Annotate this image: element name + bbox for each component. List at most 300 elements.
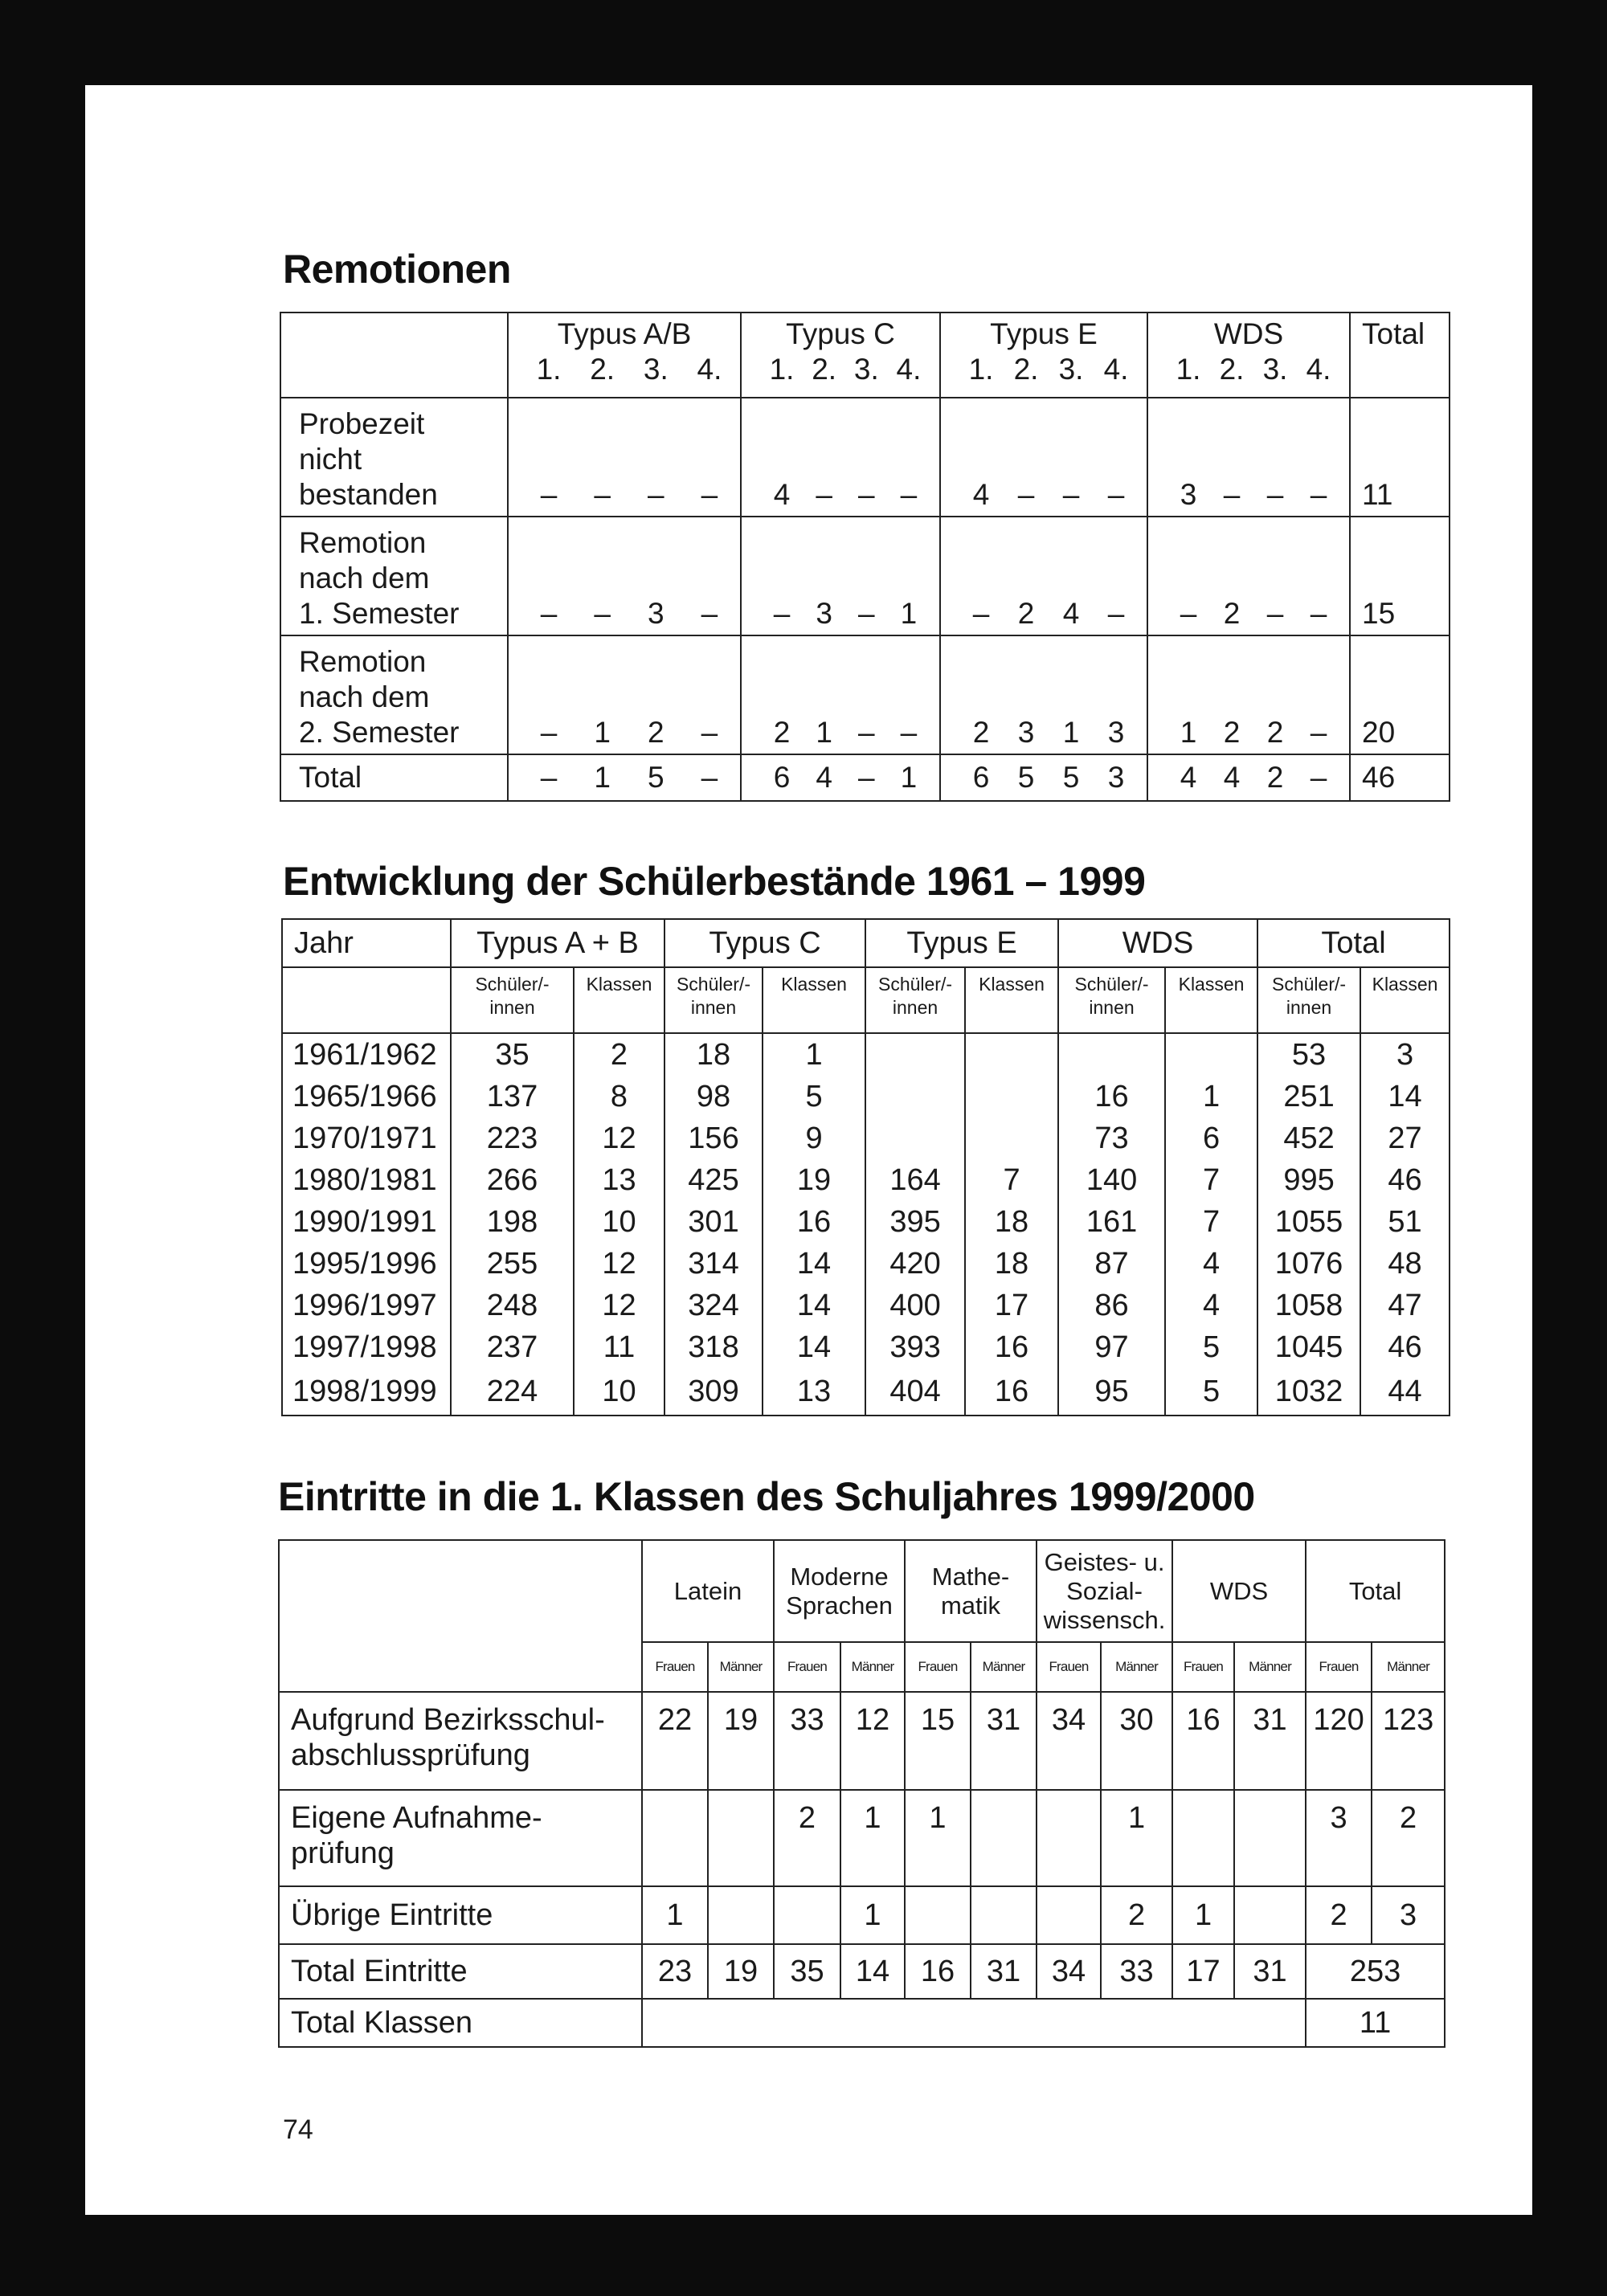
value-cell xyxy=(971,1886,1037,1944)
schuelerbestaende-table xyxy=(281,918,1450,1416)
value-cell: 5 xyxy=(1165,1326,1257,1368)
value-cell xyxy=(965,1076,1058,1117)
total-cell: 11 xyxy=(1306,1999,1445,2047)
sub-header: Männer xyxy=(1372,1642,1445,1692)
semester-values xyxy=(1148,596,1349,631)
value-cell: 17 xyxy=(965,1285,1058,1326)
value-cell: 14 xyxy=(763,1326,865,1368)
semester-values xyxy=(509,596,740,631)
semester-values xyxy=(509,760,740,795)
value: – xyxy=(972,597,990,630)
value-cell: 2 xyxy=(774,1790,840,1886)
value-cell: 13 xyxy=(574,1159,664,1201)
semester-label: 2. xyxy=(590,353,615,386)
value-cell: 27 xyxy=(1360,1117,1450,1159)
subject-header: Latein xyxy=(642,1540,774,1642)
value-cell: 314 xyxy=(664,1243,763,1285)
value: – xyxy=(701,597,718,630)
subject-header: Geistes- u. Sozial- wissensch. xyxy=(1037,1540,1172,1642)
value-cell: 46 xyxy=(1360,1159,1450,1201)
sub-header: Schüler/- innen xyxy=(664,967,763,1033)
value-cell xyxy=(508,398,741,517)
value: – xyxy=(1310,597,1327,630)
value-cell: 35 xyxy=(451,1033,574,1076)
value-cell xyxy=(708,1790,774,1886)
subject-header: WDS xyxy=(1172,1540,1306,1642)
column-header xyxy=(508,313,741,398)
value: 4 xyxy=(816,761,832,794)
value-cell xyxy=(965,1117,1058,1159)
value-cell: 452 xyxy=(1257,1117,1360,1159)
value: 2 xyxy=(1223,716,1241,749)
value: 1 xyxy=(1180,716,1197,749)
value-cell: 17 xyxy=(1172,1944,1234,1999)
section-title-remotionen: Remotionen xyxy=(283,247,511,292)
value-cell: 47 xyxy=(1360,1285,1450,1326)
value-cell: 16 xyxy=(965,1326,1058,1368)
value-cell xyxy=(865,1117,965,1159)
semester-label: 4. xyxy=(697,353,722,386)
sub-header: Männer xyxy=(1234,1642,1306,1692)
value-cell: 164 xyxy=(865,1159,965,1201)
header-row xyxy=(280,313,1450,398)
value-cell: 137 xyxy=(451,1076,574,1117)
column-header-total: Total xyxy=(1350,313,1450,398)
sub-header: Klassen xyxy=(574,967,664,1033)
semester-label: 4. xyxy=(1103,353,1129,386)
value-cell xyxy=(508,635,741,754)
value-cell xyxy=(642,1790,708,1886)
value-cell: 324 xyxy=(664,1285,763,1326)
year-cell: 1961/1962 xyxy=(282,1033,451,1076)
value-cell: 6 xyxy=(1165,1117,1257,1159)
value-cell xyxy=(741,517,940,635)
value-cell: 14 xyxy=(1360,1076,1450,1117)
semester-values xyxy=(941,596,1147,631)
value: – xyxy=(900,478,918,511)
total-cell: 253 xyxy=(1306,1944,1445,1999)
table-row xyxy=(282,1201,1450,1243)
value-cell: 1032 xyxy=(1257,1368,1360,1416)
semester-values xyxy=(941,715,1147,750)
eintritte-table xyxy=(278,1539,1445,2048)
value-cell: 12 xyxy=(840,1692,905,1790)
value-cell: 156 xyxy=(664,1117,763,1159)
value-cell: 19 xyxy=(708,1944,774,1999)
value-cell xyxy=(1058,1033,1165,1076)
total-cell: 46 xyxy=(1350,754,1450,801)
sub-header: Männer xyxy=(1101,1642,1172,1692)
value: 4 xyxy=(1062,597,1080,630)
value-cell: 425 xyxy=(664,1159,763,1201)
value-cell: 31 xyxy=(1234,1944,1306,1999)
value-cell: 12 xyxy=(574,1285,664,1326)
table-row xyxy=(282,1368,1450,1416)
value-cell: 98 xyxy=(664,1076,763,1117)
value-cell: 161 xyxy=(1058,1201,1165,1243)
value-cell: 1076 xyxy=(1257,1243,1360,1285)
value-cell: 123 xyxy=(1372,1692,1445,1790)
table-row xyxy=(282,1117,1450,1159)
row-label: Total Eintritte xyxy=(279,1944,642,1999)
value: 3 xyxy=(1017,716,1035,749)
semester-values xyxy=(941,760,1147,795)
semester-labels xyxy=(509,352,740,387)
value-cell: 34 xyxy=(1037,1692,1101,1790)
table-row xyxy=(282,1033,1450,1076)
value: – xyxy=(701,761,718,794)
sub-header: Schüler/- innen xyxy=(865,967,965,1033)
table-row xyxy=(280,398,1450,517)
semester-label: 3. xyxy=(853,353,879,386)
value: – xyxy=(540,597,558,630)
value-cell: 1 xyxy=(840,1790,905,1886)
value-cell: 11 xyxy=(574,1326,664,1368)
year-cell: 1980/1981 xyxy=(282,1159,451,1201)
value-cell: 18 xyxy=(664,1033,763,1076)
value-cell xyxy=(774,1886,840,1944)
sub-header: Männer xyxy=(840,1642,905,1692)
value-cell xyxy=(940,635,1147,754)
header-row xyxy=(279,1540,1445,1642)
semester-values xyxy=(1148,760,1349,795)
semester-labels xyxy=(941,352,1147,387)
semester-label: 2. xyxy=(1013,353,1039,386)
value-cell: 2 xyxy=(574,1033,664,1076)
value-cell: 4 xyxy=(1165,1285,1257,1326)
value-cell: 16 xyxy=(965,1368,1058,1416)
column-header xyxy=(741,313,940,398)
value: 3 xyxy=(816,597,832,630)
value: 4 xyxy=(773,478,791,511)
value-cell xyxy=(1172,1790,1234,1886)
value-cell: 3 xyxy=(1372,1886,1445,1944)
value-cell xyxy=(1037,1886,1101,1944)
corner-cell xyxy=(279,1540,642,1692)
row-label: Total Klassen xyxy=(279,1999,642,2047)
value-cell: 95 xyxy=(1058,1368,1165,1416)
value: 3 xyxy=(1107,716,1125,749)
value-cell: 30 xyxy=(1101,1692,1172,1790)
value: – xyxy=(1017,478,1035,511)
row-label: Probezeit nicht bestanden xyxy=(280,398,508,517)
value-cell: 995 xyxy=(1257,1159,1360,1201)
row-label: Übrige Eintritte xyxy=(279,1886,642,1944)
table-row xyxy=(280,635,1450,754)
value-cell: 19 xyxy=(708,1692,774,1790)
row-label: Total xyxy=(280,754,508,801)
value: – xyxy=(1310,761,1327,794)
value-cell: 248 xyxy=(451,1285,574,1326)
year-cell: 1965/1966 xyxy=(282,1076,451,1117)
value-cell: 2 xyxy=(1101,1886,1172,1944)
value-cell: 1 xyxy=(905,1790,971,1886)
value-cell xyxy=(1147,517,1350,635)
value-cell: 31 xyxy=(971,1692,1037,1790)
page-number: 74 xyxy=(283,2114,313,2145)
value-cell: 19 xyxy=(763,1159,865,1201)
value-cell xyxy=(940,754,1147,801)
value-cell xyxy=(940,398,1147,517)
value: – xyxy=(816,478,832,511)
value: – xyxy=(701,716,718,749)
value-cell xyxy=(1147,754,1350,801)
value-cell: 251 xyxy=(1257,1076,1360,1117)
blank-cell xyxy=(282,967,451,1033)
value: 2 xyxy=(648,716,664,749)
semester-label: 1. xyxy=(769,353,795,386)
value-cell: 1 xyxy=(1101,1790,1172,1886)
value-cell: 48 xyxy=(1360,1243,1450,1285)
total-cell: 11 xyxy=(1350,398,1450,517)
value-cell: 33 xyxy=(1101,1944,1172,1999)
value-cell: 318 xyxy=(664,1326,763,1368)
value-cell: 1 xyxy=(1165,1076,1257,1117)
value-cell: 309 xyxy=(664,1368,763,1416)
semester-label: 3. xyxy=(1262,353,1288,386)
value-cell xyxy=(965,1033,1058,1076)
year-cell: 1990/1991 xyxy=(282,1201,451,1243)
value: – xyxy=(1266,478,1284,511)
value-cell: 255 xyxy=(451,1243,574,1285)
value: 2 xyxy=(1017,597,1035,630)
value-cell: 266 xyxy=(451,1159,574,1201)
semester-label: 1. xyxy=(536,353,562,386)
sub-header: Männer xyxy=(971,1642,1037,1692)
value: – xyxy=(858,716,875,749)
semester-label: 4. xyxy=(896,353,922,386)
subject-header: Total xyxy=(1306,1540,1445,1642)
value-cell: 97 xyxy=(1058,1326,1165,1368)
value: – xyxy=(701,478,718,511)
value-cell: 120 xyxy=(1306,1692,1372,1790)
sub-header: Klassen xyxy=(1360,967,1450,1033)
value-cell: 5 xyxy=(1165,1368,1257,1416)
value: 5 xyxy=(1062,761,1080,794)
sub-header: Schüler/- innen xyxy=(1257,967,1360,1033)
value-cell xyxy=(741,754,940,801)
value-cell: 13 xyxy=(763,1368,865,1416)
semester-labels xyxy=(742,352,939,387)
sub-header: Männer xyxy=(708,1642,774,1692)
value-cell: 1 xyxy=(763,1033,865,1076)
value-cell: 224 xyxy=(451,1368,574,1416)
value-cell: 2 xyxy=(1306,1886,1372,1944)
value-cell: 31 xyxy=(1234,1692,1306,1790)
table-row xyxy=(282,1285,1450,1326)
value-cell: 8 xyxy=(574,1076,664,1117)
semester-values xyxy=(742,477,939,513)
value-cell xyxy=(1234,1886,1306,1944)
row-label: Remotion nach dem 2. Semester xyxy=(280,635,508,754)
semester-labels xyxy=(1148,352,1349,387)
value-cell: 34 xyxy=(1037,1944,1101,1999)
value-cell: 15 xyxy=(905,1692,971,1790)
value-cell: 5 xyxy=(763,1076,865,1117)
value: 4 xyxy=(1180,761,1197,794)
value-cell: 10 xyxy=(574,1368,664,1416)
value-cell: 53 xyxy=(1257,1033,1360,1076)
group-name: Typus C xyxy=(786,317,895,350)
table-row xyxy=(279,1999,1445,2047)
value-cell: 33 xyxy=(774,1692,840,1790)
table-row xyxy=(279,1944,1445,1999)
value: – xyxy=(540,478,558,511)
value-cell: 198 xyxy=(451,1201,574,1243)
table-row xyxy=(282,1076,1450,1117)
value-cell: 16 xyxy=(1058,1076,1165,1117)
value: 1 xyxy=(816,716,832,749)
sub-header: Frauen xyxy=(1306,1642,1372,1692)
value: – xyxy=(1107,478,1125,511)
value-cell: 14 xyxy=(763,1285,865,1326)
value-cell: 16 xyxy=(905,1944,971,1999)
semester-label: 1. xyxy=(1176,353,1201,386)
value-cell: 1058 xyxy=(1257,1285,1360,1326)
subheader-row xyxy=(282,967,1450,1033)
empty-cell xyxy=(642,1999,1306,2047)
value-cell xyxy=(1037,1790,1101,1886)
table-row xyxy=(279,1790,1445,1886)
column-header xyxy=(1147,313,1350,398)
sub-header: Frauen xyxy=(642,1642,708,1692)
value: 2 xyxy=(972,716,990,749)
table-row xyxy=(280,754,1450,801)
value: 2 xyxy=(1266,761,1284,794)
value: – xyxy=(773,597,791,630)
value-cell xyxy=(940,517,1147,635)
value: 1 xyxy=(594,716,611,749)
table-row xyxy=(282,1243,1450,1285)
value: 1 xyxy=(594,761,611,794)
value-cell: 1 xyxy=(642,1886,708,1944)
value: – xyxy=(1266,597,1284,630)
value: 3 xyxy=(1107,761,1125,794)
table-row xyxy=(282,1159,1450,1201)
value-cell xyxy=(508,517,741,635)
value: 4 xyxy=(972,478,990,511)
value-cell: 7 xyxy=(1165,1159,1257,1201)
value: 3 xyxy=(1180,478,1197,511)
total-cell: 15 xyxy=(1350,517,1450,635)
semester-values xyxy=(509,715,740,750)
value: 2 xyxy=(1266,716,1284,749)
semester-values xyxy=(941,477,1147,513)
semester-label: 2. xyxy=(1219,353,1245,386)
value-cell: 140 xyxy=(1058,1159,1165,1201)
value: – xyxy=(594,478,611,511)
value-cell: 9 xyxy=(763,1117,865,1159)
value-cell xyxy=(1165,1033,1257,1076)
row-label: Eigene Aufnahme- prüfung xyxy=(279,1790,642,1886)
value: – xyxy=(540,761,558,794)
value: 4 xyxy=(1223,761,1241,794)
value: 1 xyxy=(900,597,918,630)
value-cell: 86 xyxy=(1058,1285,1165,1326)
semester-values xyxy=(1148,715,1349,750)
value-cell: 3 xyxy=(1360,1033,1450,1076)
value-cell xyxy=(905,1886,971,1944)
value-cell: 44 xyxy=(1360,1368,1450,1416)
semester-label: 3. xyxy=(643,353,669,386)
group-header: Total xyxy=(1257,919,1450,967)
value-cell: 237 xyxy=(451,1326,574,1368)
value-cell: 4 xyxy=(1165,1243,1257,1285)
value-cell xyxy=(1234,1790,1306,1886)
value: – xyxy=(1310,716,1327,749)
value-cell xyxy=(865,1076,965,1117)
sub-header: Klassen xyxy=(1165,967,1257,1033)
value: – xyxy=(858,597,875,630)
value-cell: 400 xyxy=(865,1285,965,1326)
value: – xyxy=(1223,478,1241,511)
value-cell: 12 xyxy=(574,1243,664,1285)
year-cell: 1970/1971 xyxy=(282,1117,451,1159)
sub-header: Frauen xyxy=(774,1642,840,1692)
semester-values xyxy=(742,596,939,631)
value: 2 xyxy=(1223,597,1241,630)
value-cell: 16 xyxy=(763,1201,865,1243)
row-label: Aufgrund Bezirksschul- abschlussprüfung xyxy=(279,1692,642,1790)
value-cell xyxy=(741,635,940,754)
semester-values xyxy=(742,760,939,795)
value: – xyxy=(1062,478,1080,511)
value-cell: 87 xyxy=(1058,1243,1165,1285)
subject-header: Moderne Sprachen xyxy=(774,1540,905,1642)
table-row xyxy=(279,1692,1445,1790)
value: 5 xyxy=(1017,761,1035,794)
value-cell: 10 xyxy=(574,1201,664,1243)
total-cell: 20 xyxy=(1350,635,1450,754)
value-cell: 51 xyxy=(1360,1201,1450,1243)
value-cell xyxy=(1147,398,1350,517)
group-name: Typus E xyxy=(990,317,1098,350)
year-header: Jahr xyxy=(282,919,451,967)
value: – xyxy=(1180,597,1197,630)
semester-values xyxy=(1148,477,1349,513)
value: 6 xyxy=(773,761,791,794)
value-cell: 35 xyxy=(774,1944,840,1999)
value-cell: 46 xyxy=(1360,1326,1450,1368)
value-cell: 1055 xyxy=(1257,1201,1360,1243)
subject-header: Mathe- matik xyxy=(905,1540,1037,1642)
year-cell: 1998/1999 xyxy=(282,1368,451,1416)
semester-label: 2. xyxy=(812,353,837,386)
sub-header: Schüler/- innen xyxy=(1058,967,1165,1033)
group-name: Typus A/B xyxy=(557,317,692,350)
row-label: Remotion nach dem 1. Semester xyxy=(280,517,508,635)
value-cell: 393 xyxy=(865,1326,965,1368)
year-cell: 1995/1996 xyxy=(282,1243,451,1285)
value: – xyxy=(858,761,875,794)
year-cell: 1997/1998 xyxy=(282,1326,451,1368)
group-header: Typus C xyxy=(664,919,865,967)
value-cell: 18 xyxy=(965,1201,1058,1243)
year-cell: 1996/1997 xyxy=(282,1285,451,1326)
value-cell xyxy=(508,754,741,801)
value-cell xyxy=(1147,635,1350,754)
semester-label: 4. xyxy=(1306,353,1331,386)
column-header xyxy=(940,313,1147,398)
semester-values xyxy=(509,477,740,513)
value: – xyxy=(594,597,611,630)
value: 1 xyxy=(900,761,918,794)
value: 3 xyxy=(648,597,664,630)
value-cell: 14 xyxy=(840,1944,905,1999)
value-cell: 23 xyxy=(642,1944,708,1999)
table-row xyxy=(280,517,1450,635)
value-cell: 404 xyxy=(865,1368,965,1416)
